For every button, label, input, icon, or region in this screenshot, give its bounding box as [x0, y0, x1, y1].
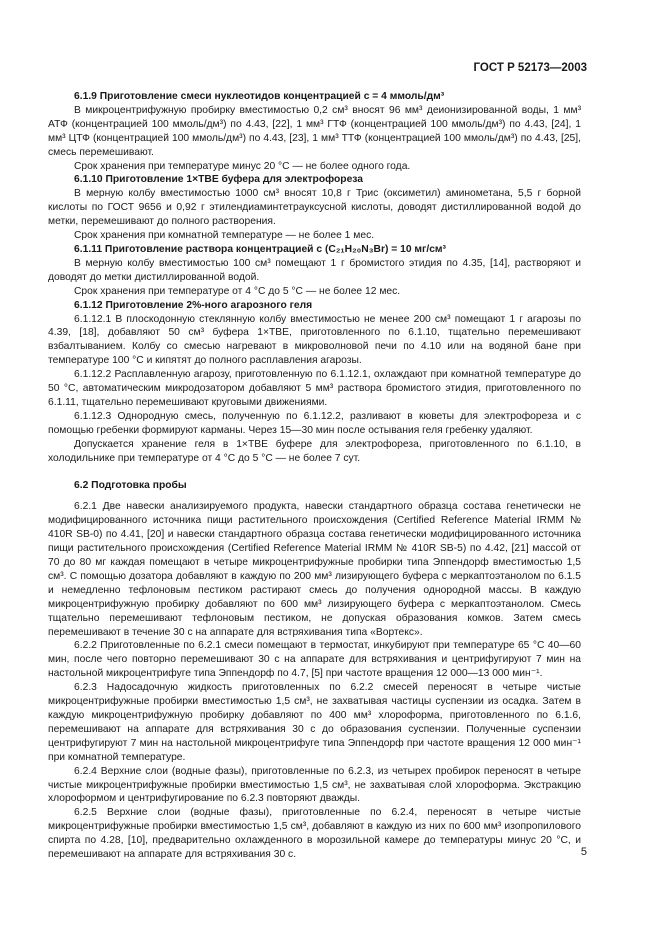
paragraph: В мерную колбу вместимостью 1000 см³ вносят 10,8 г Трис (оксиметил) аминометана, 5,5 г борной кислоты по ГОСТ 9656 и 0,92 г этилендиаминтетрауксусной кислоты, доводят дистиллированной водой до метки, перемешивают до полного растворения. [48, 188, 581, 228]
paragraph: В микроцентрифужную пробирку вместимостью 0,2 см³ вносят 96 мм³ деионизированной воды, 1 мм³ АТФ (концентрацией 100 ммоль/дм³) по 4.43, [22], 1 мм³ ГТФ (концентрацией 100 ммоль/дм³) по 4.43, [24], 1 мм³ ЦТФ (концентрацией 100 ммоль/дм³) по 4.43, [23], 1 мм³ ТТФ (концентрацией 100 ммоль/дм³) по 4.43, [25], смесь перемешивают. [48, 104, 581, 158]
paragraph: 6.2.1 Две навески анализируемого продукта, навески стандартного образца состава генетически не модифицированного источника пищи растительного происхождения (Certified Reference Material IRMM № 410R SB-0) по 4.41, [20] и навески стандартного образца состава генетически модифицированного источника пищи растительного происхождения (Certified Reference Material IRMM № 410R SB-5) по 4.42, [21] массой от 70 до 80 мг каждая помещают в четыре микроцентрифужные пробирки типа Эппендорф вместимостью 1,5 см³. С помощью дозатора добавляют в каждую по 200 мм³ лизирующего буфера с меркаптоэтанолом по 6.1.5 и немедленно тефлоновым пестиком растирают смесь до получения однородной массы. В каждую микроцентрифужную пробирку добавляют по 600 мм³ лизирующего буфера с меркаптоэтанолом. Смесь тщательно перемешивают тефлоновым пестиком, не допуская образования комков. Затем смесь перемешивают в течение 30 с на аппарате для встряхивания типа «Вортекс». [48, 501, 581, 638]
paragraph: 6.2.4 Верхние слои (водные фазы), приготовленные по 6.2.3, из четырех пробирок переносят в четыре чистые микроцентрифужные пробирки вместимостью 1,5 см³, не захватывая слой хлороформа. Экстракцию хлороформом и центрифугирование по 6.2.3 повторяют дважды. [48, 765, 581, 805]
section-6-1-9-title: 6.1.9 Приготовление смеси нуклеотидов концентрацией c = 4 ммоль/дм³ [74, 91, 445, 102]
paragraph: Срок хранения при комнатной температуре — не более 1 мес. [74, 230, 375, 242]
paragraph: 6.2.3 Надосадочную жидкость приготовленных по 6.2.2 смесей переносят в четыре чистые микроцентрифужные пробирки вместимостью 1,5 см³, не захватывая частицы суспензии из осадка. Затем в каждую микроцентрифужную пробирку добавляют по 400 мм³ хлороформа, приготовленного по 6.1.6, перемешивают на аппарате для встряхивания 30 с до образования суспензии. Полученные суспензии центрифугируют 7 мин на настольной микроцентрифуге типа Эппендорф при частоте вращения 12 000 мин⁻¹ при комнатной температуре. [48, 682, 581, 763]
paragraph: 6.1.12.2 Расплавленную агарозу, приготовленную по 6.1.12.1, охлаждают при комнатной температуре до 50 °С, автоматическим микродозатором добавляют 5 мм³ раствора бромистого этидия, приготовленного по 6.1.11, тщательно перемешивают круговыми движениями. [48, 369, 581, 408]
paragraph: В мерную колбу вместимостью 100 см³ помещают 1 г бромистого этидия по 4.35, [14], растворяют и доводят до метки дистиллированной водой. [48, 257, 581, 283]
paragraph: Срок хранения при температуре от 4 °С до 5 °С — не более 12 мес. [74, 285, 401, 297]
section-6-2-title: 6.2 Подготовка пробы [74, 480, 187, 492]
section-6-1-12-title: 6.1.12 Приготовление 2%-ного агарозного геля [74, 299, 313, 311]
paragraph: Допускается хранение геля в 1×ТВЕ буфере для электрофореза, приготовленного по 6.1.10, в холодильнике при температуре от 4 °С до 5 °С — не более 7 сут. [48, 438, 581, 464]
section-6-1-10-title: 6.1.10 Приготовление 1×ТВЕ буфера для электрофореза [74, 174, 364, 186]
paragraph: 6.1.12.3 Однородную смесь, полученную по 6.1.12.2, разливают в кюветы для электрофореза и с помощью гребенки формируют карманы. Через 15—30 мин после остывания геля гребенку удаляют. [48, 410, 581, 436]
page-number: 5 [580, 846, 587, 858]
paragraph: 6.2.2 Приготовленные по 6.2.1 смеси помещают в термостат, инкубируют при температуре 65 °С 40—60 мин, после чего повторно перемешивают 30 с на аппарате для встряхивания и центрифугируют 7 мин на настольной микроцентрифуге типа Эппендорф по 4.7, [5] при частоте вращения 12 000—13 000 мин⁻¹. [48, 640, 581, 680]
document-body [48, 90, 581, 862]
section-6-1-11-title: 6.1.11 Приготовление раствора концентрацией c (C₂₁H₂₀N₃Br) = 10 мг/см³ [74, 243, 446, 255]
standard-header: ГОСТ Р 52173—2003 [473, 62, 587, 74]
paragraph: 6.1.12.1 В плоскодонную стеклянную колбу вместимостью не менее 200 см³ помещают 1 г агарозы по 4.39, [18], добавляют 50 см³ буфера 1×ТВЕ, приготовленного по 6.1.10, тщательно перемешивают взбалтыванием. Колбу со смесью нагревают в микроволновой печи по 4.10 или на водяной бане при температуре 100 °С и кипятят до полного расплавления агарозы. [48, 313, 581, 367]
paragraph: 6.2.5 Верхние слои (водные фазы), приготовленные по 6.2.4, переносят в четыре чистые микроцентрифужные пробирки вместимостью 1,5 см³, добавляют в каждую из них по 600 мм³ изопропилового спирта по 4.28, [10], предварительно охлажденного в морозильной камере до температуры минус 20 °С, и перемешивают на аппарате для встряхивания 30 с. [48, 807, 581, 861]
paragraph: Срок хранения при температуре минус 20 °С — не более одного года. [74, 160, 411, 172]
